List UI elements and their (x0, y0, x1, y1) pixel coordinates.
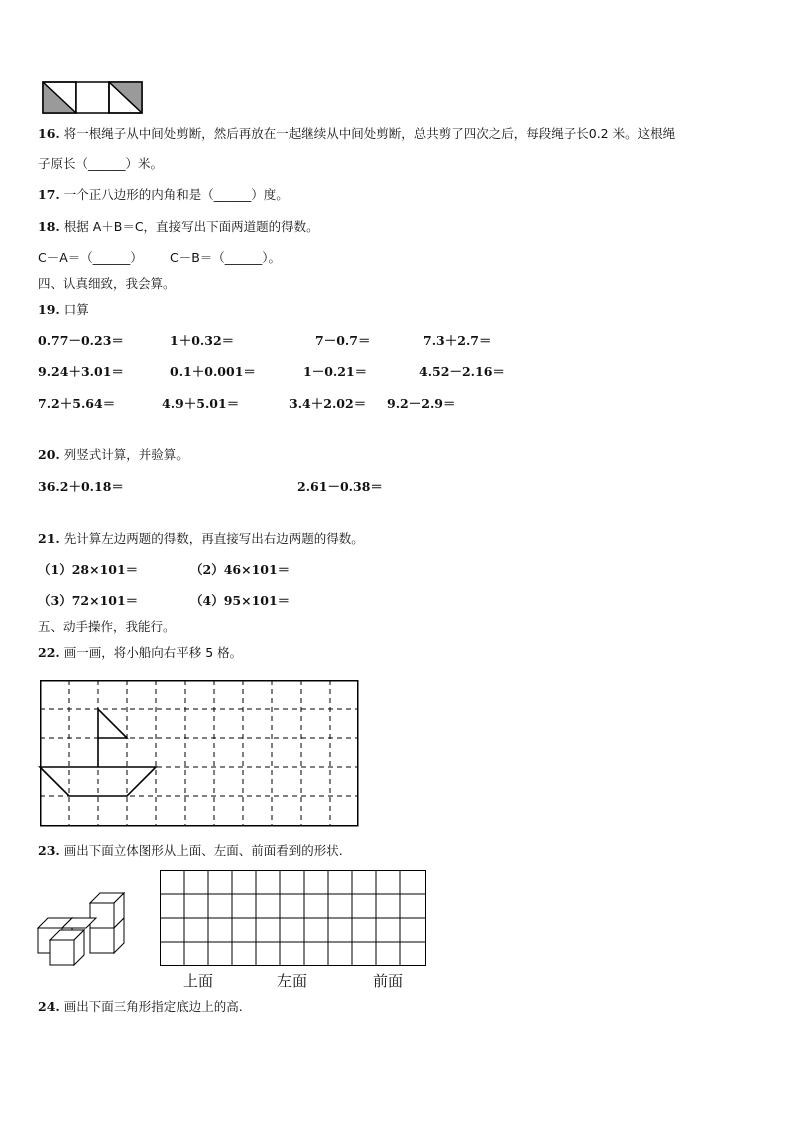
section-heading-4: 四、认真细致，我会算。 (38, 276, 176, 291)
calc-item: 0.1＋0.001＝ (170, 364, 256, 379)
question-title: 先计算左边两题的得数，再直接写出右边两题的得数。 (63, 531, 364, 546)
q21-part-4: （4）95×101＝ (190, 593, 291, 608)
calc-item: 1＋0.32＝ (170, 333, 235, 348)
question-20 (38, 447, 189, 463)
calc-item: 4.9＋5.01＝ (162, 396, 240, 411)
cube-stack-figure (36, 888, 128, 968)
question-18 (38, 219, 319, 235)
question-text: 画出下面三角形指定底边上的高. (63, 999, 243, 1014)
question-16-continuation: 子原长（______）米。 (38, 156, 164, 171)
question-title: 口算 (63, 302, 89, 317)
question-text: 一个正八边形的内角和是（______）度。 (63, 187, 289, 202)
question-24 (38, 999, 243, 1015)
q21-part-1: （1）28×101＝ (38, 562, 139, 577)
view-label-top: 上面 (183, 972, 214, 990)
question-19 (38, 302, 89, 318)
q18-part-a: C－A＝（______） (38, 250, 143, 265)
calc-item: 3.4＋2.02＝ (289, 396, 367, 411)
section-heading-5: 五、动手操作，我能行。 (38, 619, 176, 634)
question-number: 20. (38, 447, 60, 462)
question-number: 21. (38, 531, 60, 546)
view-label-left: 左面 (277, 972, 308, 990)
calc-item: 9.2－2.9＝ (387, 396, 456, 411)
calc-item: 7－0.7＝ (315, 333, 371, 348)
question-number: 19. (38, 302, 60, 317)
calc-item: 9.24＋3.01＝ (38, 364, 124, 379)
view-label-front: 前面 (373, 972, 404, 990)
q21-part-2: （2）46×101＝ (190, 562, 291, 577)
question-22 (38, 645, 242, 661)
view-drawing-grid (160, 870, 428, 968)
shaded-squares-figure (42, 81, 144, 114)
question-text: 根据 A＋B＝C，直接写出下面两道题的得数。 (63, 219, 319, 234)
calc-item: 4.52－2.16＝ (419, 364, 505, 379)
question-number: 16. (38, 126, 60, 141)
calc-item: 7.2＋5.64＝ (38, 396, 116, 411)
q18-part-b: C－B＝（______）。 (170, 250, 282, 265)
question-title: 列竖式计算，并验算。 (63, 447, 189, 462)
question-text: 画一画，将小船向右平移 5 格。 (63, 645, 243, 660)
vertical-calc-b: 2.61－0.38＝ (297, 479, 383, 494)
boat-grid (40, 680, 360, 830)
question-16 (38, 126, 675, 142)
question-21 (38, 531, 364, 547)
q21-part-3: （3）72×101＝ (38, 593, 139, 608)
question-23 (38, 843, 343, 859)
calc-item: 0.77－0.23＝ (38, 333, 124, 348)
question-number: 24. (38, 999, 60, 1014)
question-text: 将一根绳子从中间处剪断，然后再放在一起继续从中间处剪断，总共剪了四次之后，每段绳子长0.2 米。这根绳 (63, 126, 676, 141)
question-number: 18. (38, 219, 60, 234)
question-number: 22. (38, 645, 60, 660)
vertical-calc-a: 36.2＋0.18＝ (38, 479, 124, 494)
question-number: 23. (38, 843, 60, 858)
calc-item: 1－0.21＝ (303, 364, 368, 379)
question-17 (38, 187, 289, 203)
question-text: 画出下面立体图形从上面、左面、前面看到的形状. (63, 843, 343, 858)
question-number: 17. (38, 187, 60, 202)
calc-item: 7.3＋2.7＝ (423, 333, 492, 348)
